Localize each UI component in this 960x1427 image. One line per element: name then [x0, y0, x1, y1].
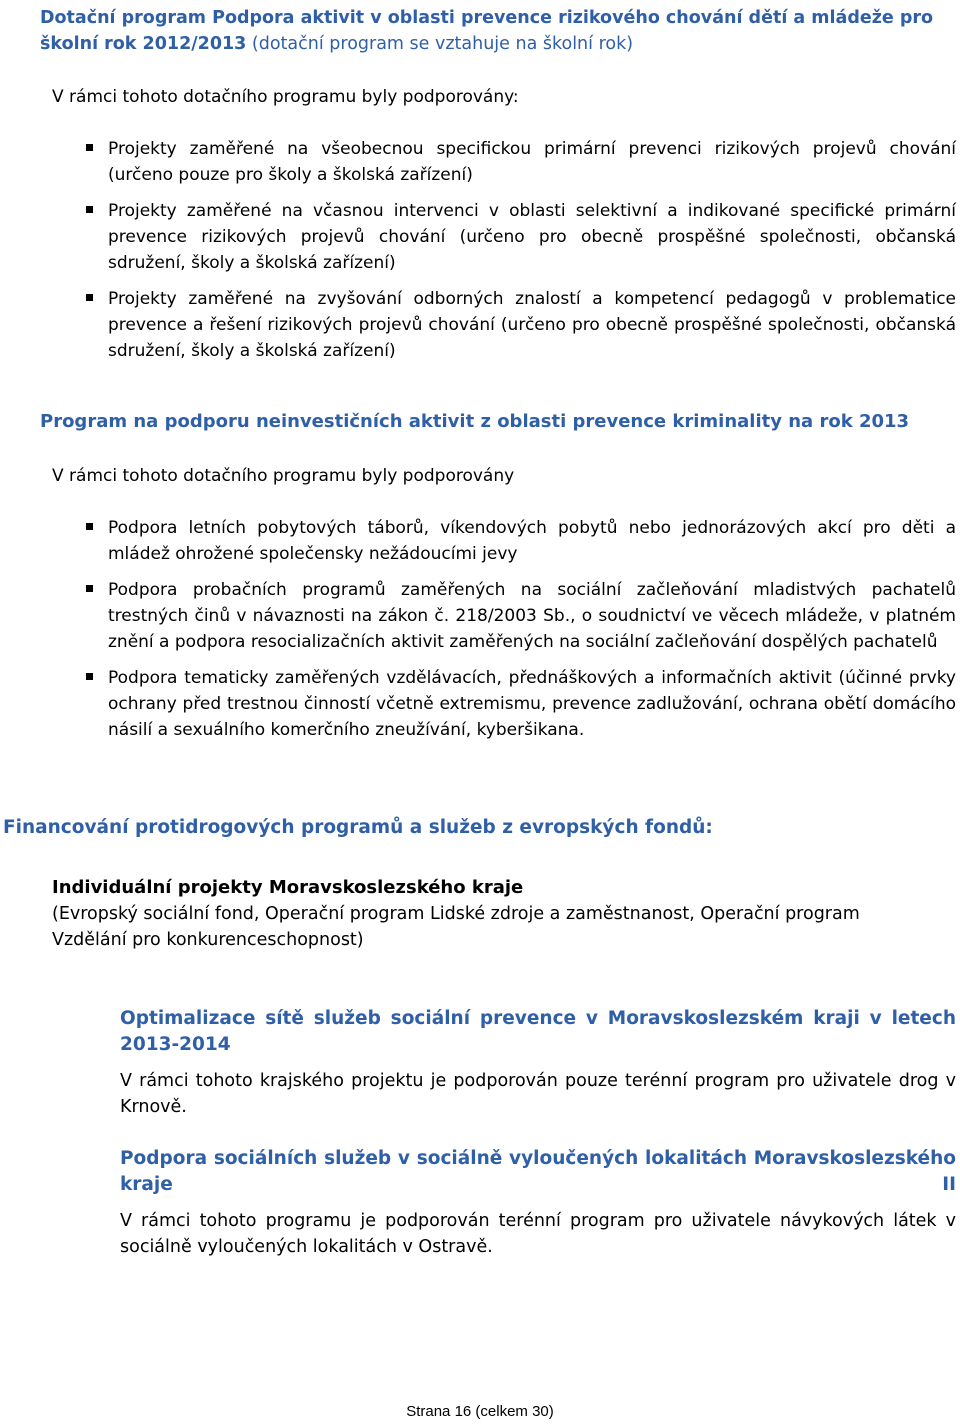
section1-bullet-list	[52, 136, 956, 364]
list-item: Projekty zaměřené na včasnou intervenci v oblasti selektivní a indikované specifické primární prevence rizikových projevů chování (určeno pro obecně prospěšné společnosti, občanská sdružení, školy a školská zařízení)	[52, 198, 956, 276]
list-item: Projekty zaměřené na zvyšování odborných znalostí a kompetencí pedagogů v problematice prevence a řešení rizikových projevů chování (určeno pro obecně prospěšné společnosti, občanská sdružení, školy a školská zařízení)	[52, 286, 956, 364]
bullet-square-icon	[86, 523, 93, 530]
page-footer: Strana 16 (celkem 30)	[406, 1403, 554, 1420]
bullet-square-icon	[86, 585, 93, 592]
project-title-2: Podpora sociálních služeb v sociálně vyloučených lokalitách Moravskoslezského kraje II	[120, 1148, 956, 1195]
list-item: Projekty zaměřené na všeobecnou specifickou primární prevenci rizikových projevů chování (určeno pouze pro školy a školská zařízení)	[52, 136, 956, 188]
section3-title: Financování protidrogových programů a služeb z evropských fondů:	[3, 817, 713, 838]
section2-bullet-list	[52, 515, 956, 743]
section1-title-bold: Dotační program Podpora aktivit v oblasti prevence rizikového chování dětí a mládeže pro školní rok 2012/2013	[40, 8, 934, 54]
list-item: Podpora tematicky zaměřených vzdělávacích, přednáškových a informačních aktivit (účinné prvky ochrany před trestnou činností včetně extremismu, prevence zadlužování, ochrana obětí domácího násilí a sexuálního komerčního zneužívání, kyberšikana.	[52, 665, 956, 743]
bullet-square-icon	[86, 206, 93, 213]
section1-intro: V rámci tohoto dotačního programu byly podporovány:	[52, 87, 519, 107]
bullet-square-icon	[86, 673, 93, 680]
section3-subtitle: Individuální projekty Moravskoslezského kraje	[52, 877, 524, 898]
section1-title-note: (dotační program se vztahuje na školní rok)	[246, 34, 634, 54]
project-text-1: V rámci tohoto krajského projektu je podporován pouze terénní program pro uživatele drog v Krnově.	[120, 1071, 956, 1117]
section3-subtitle-note: (Evropský sociální fond, Operační program Lidské zdroje a zaměstnanost, Operační program Vzdělání pro konkurenceschopnost)	[52, 904, 860, 950]
project-text-2: V rámci tohoto programu je podporován terénní program pro uživatele návykových látek v sociálně vyloučených lokalitách v Ostravě.	[120, 1211, 956, 1257]
list-item: Podpora letních pobytových táborů, víkendových pobytů nebo jednorázových akcí pro děti a mládež ohrožené společensky nežádoucími jevy	[52, 515, 956, 567]
section1-title	[40, 5, 958, 57]
section2-title: Program na podporu neinvestičních aktivit z oblasti prevence kriminality na rok 2013	[40, 411, 910, 432]
section2-intro: V rámci tohoto dotačního programu byly podporovány	[52, 466, 515, 486]
bullet-square-icon	[86, 144, 93, 151]
bullet-square-icon	[86, 294, 93, 301]
project-title-1: Optimalizace sítě služeb sociální prevence v Moravskoslezském kraji v letech 2013-2014	[120, 1008, 956, 1055]
list-item: Podpora probačních programů zaměřených na sociální začleňování mladistvých pachatelů trestných činů v návaznosti na zákon č. 218/2003 Sb., o soudnictví ve věcech mládeže, v platném znění a podpora resocializačních aktivit zaměřených na sociální začleňování dospělých pachatelů	[52, 577, 956, 655]
